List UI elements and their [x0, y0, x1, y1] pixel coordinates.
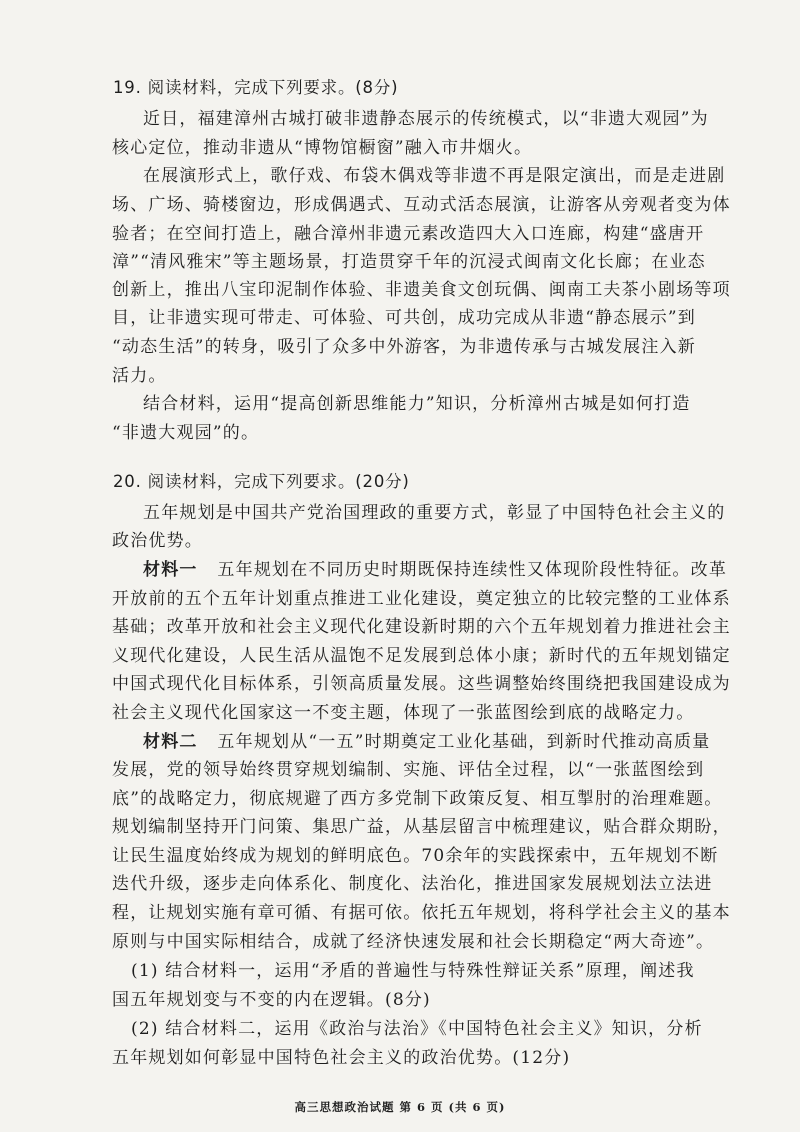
q19-line: 场、广场、骑楼窗边，形成偶遇式、互动式活态展演，让游客从旁观者变为体: [112, 195, 731, 215]
q19-header: 19. 阅读材料，完成下列要求。(8分): [113, 78, 399, 97]
material-2-line: 底”的战略定力，彻底规避了西方多党制下政策反复、相互掣肘的治理难题。: [112, 789, 723, 809]
q20-intro-line: 五年规划是中国共产党治国理政的重要方式，彰显了中国特色社会主义的: [143, 503, 726, 523]
q19-line: 目，让非遗实现可带走、可体验、可共创，成功完成从非遗“静态展示”到: [112, 308, 696, 328]
material-2-line: 让民生温度始终成为规划的鲜明底色。70余年的实践探索中，五年规划不断: [112, 846, 719, 866]
material-2-line: 原则与中国实际相结合，成就了经济快速发展和社会长期稳定“两大奇迹”。: [112, 932, 715, 952]
material-2-line: 发展，党的领导始终贯穿规划编制、实施、评估全过程，以“一张蓝图绘到: [112, 760, 705, 780]
q19-line: 验者；在空间打造上，融合漳州非遗元素改造四大入口连廊，构建“盛唐开: [112, 224, 705, 244]
material-2-line: 程，让规划实施有章可循、有据可依。依托五年规划，将科学社会主义的基本: [112, 903, 731, 923]
material-1-line: 中国式现代化目标体系，引领高质量发展。这些调整始终围绕把我国建设成为: [112, 674, 731, 694]
q19-line: 创新上，推出八宝印泥制作体验、非遗美食文创玩偶、闽南工夫茶小剧场等项: [112, 280, 731, 300]
sub-question-1: 国五年规划变与不变的内在逻辑。(8分): [112, 990, 431, 1010]
material-1-first-line: [143, 559, 727, 581]
material-1-label: 材料一: [143, 560, 198, 580]
sub-question-2: 五年规划如何彰显中国特色社会主义的政治优势。(12分): [112, 1048, 571, 1068]
sub-question-2: (2) 结合材料二，运用《政治与法治》《中国特色社会主义》知识，分析: [131, 1019, 703, 1039]
q19-line: 漳”“清风雅宋”等主题场景，打造贯穿千年的沉浸式闽南文化长廊；在业态: [112, 252, 706, 272]
q19-line: 核心定位，推动非遗从“博物馆橱窗”融入市井烟火。: [112, 138, 533, 158]
page-footer: 高三思想政治试题 第 6 页 (共 6 页): [294, 1100, 506, 1114]
sub-question-1: (1) 结合材料一，运用“矛盾的普遍性与特殊性辩证关系”原理，阐述我: [131, 961, 695, 981]
q19-task-line: 结合材料，运用“提高创新思维能力”知识，分析漳州古城是如何打造: [143, 394, 691, 414]
material-2-first-line: [143, 731, 710, 753]
material-2-label: 材料二: [143, 732, 198, 752]
q19-task-line: “非遗大观园”的。: [112, 423, 260, 443]
q19-line: “动态生活”的转身，吸引了众多中外游客，为非遗传承与古城发展注入新: [112, 337, 696, 357]
q19-line: 活力。: [112, 366, 167, 386]
material-2-line: 迭代升级，逐步走向体系化、制度化、法治化，推进国家发展规划法立法进: [112, 874, 713, 894]
material-1-line: 义现代化建设，人民生活从温饱不足发展到总体小康；新时代的五年规划锚定: [112, 646, 731, 666]
q19-line: 近日，福建漳州古城打破非遗静态展示的传统模式，以“非遗大观园”为: [143, 109, 709, 129]
material-1-line: 社会主义现代化国家这一不变主题，体现了一张蓝图绘到底的战略定力。: [112, 703, 695, 723]
material-1-line: 基础；改革开放和社会主义现代化建设新时期的六个五年规划着力推进社会主: [112, 617, 731, 637]
material-1-text: 五年规划在不同历史时期既保持连续性又体现阶段性特征。改革: [217, 560, 728, 580]
material-2-text: 五年规划从“一五”时期奠定工业化基础，到新时代推动高质量: [217, 732, 711, 752]
q19-line: 在展演形式上，歌仔戏、布袋木偶戏等非遗不再是限定演出，而是走进剧: [143, 166, 726, 186]
q20-header: 20. 阅读材料，完成下列要求。(20分): [113, 472, 410, 491]
q20-intro-line: 政治优势。: [112, 531, 203, 551]
material-2-line: 规划编制坚持开门问策、集思广益，从基层留言中梳理建议，贴合群众期盼，: [112, 817, 731, 837]
material-1-line: 开放前的五个五年计划重点推进工业化建设，奠定独立的比较完整的工业体系: [112, 589, 731, 609]
